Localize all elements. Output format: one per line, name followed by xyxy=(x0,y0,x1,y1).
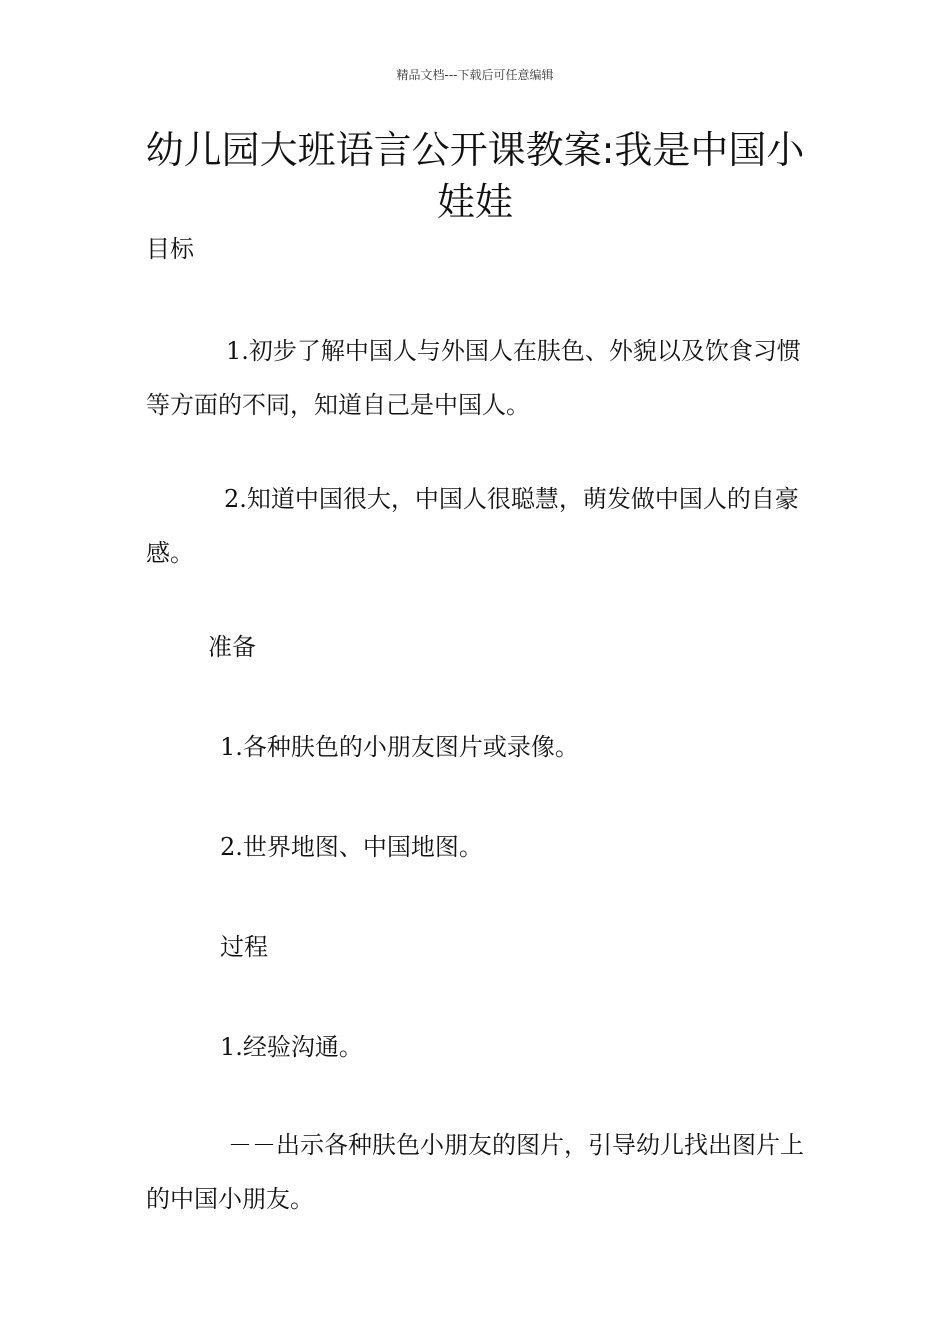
prep-item-2: 2.世界地图、中国地图。 xyxy=(220,833,483,861)
goal-item-1: 1.初步了解中国人与外国人在肤色、外貌以及饮食习惯等方面的不同，知道自己是中国人。 xyxy=(146,337,801,419)
process-item-1: 1.经验沟通。 xyxy=(220,1033,363,1061)
section-heading-process: 过程 xyxy=(220,933,268,961)
page-header: 精品文档---下载后可任意编辑 xyxy=(396,68,554,82)
process-item-1-detail: －－出示各种肤色小朋友的图片，引导幼儿找出图片上的中国小朋友。 xyxy=(146,1131,804,1213)
section-heading-goal: 目标 xyxy=(146,235,194,263)
prep-item-1: 1.各种肤色的小朋友图片或录像。 xyxy=(220,733,579,761)
document-title: 幼儿园大班语言公开课教案:我是中国小娃娃 xyxy=(145,128,805,224)
goal-item-2: 2.知道中国很大，中国人很聪慧，萌发做中国人的自豪感。 xyxy=(146,485,799,567)
section-heading-prep: 准备 xyxy=(208,633,256,661)
